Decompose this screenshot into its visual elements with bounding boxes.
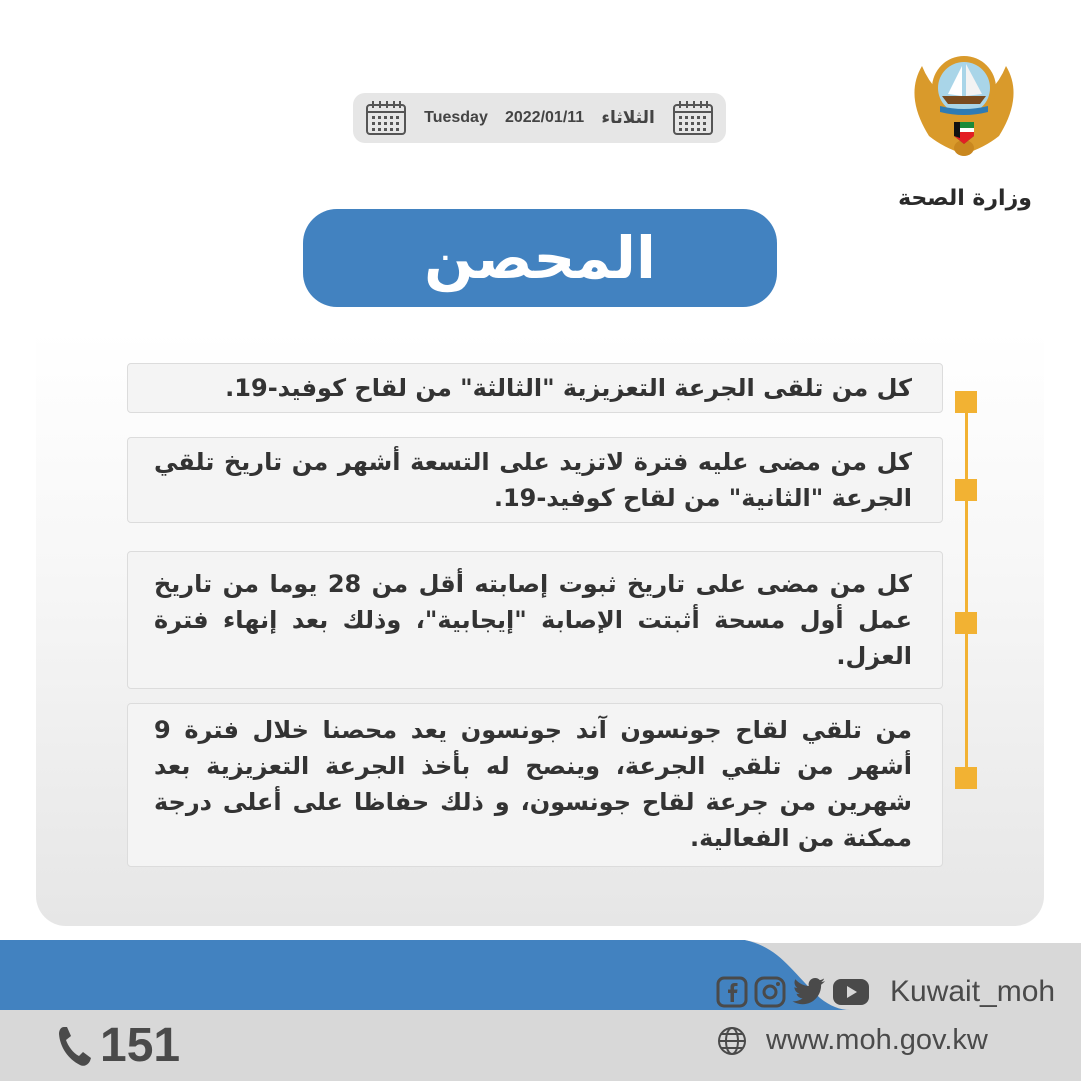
date-value: 2022/01/11	[504, 109, 585, 126]
timeline-marker	[955, 479, 977, 501]
day-english: Tuesday	[424, 109, 488, 126]
facebook-icon[interactable]	[716, 976, 748, 1008]
social-handle[interactable]: Kuwait_moh	[890, 975, 1056, 1008]
timeline-line	[965, 402, 968, 778]
page-title: المحصن	[424, 224, 656, 292]
item-text: كل من مضى على تاريخ ثبوت إصابته أقل من 28 يوما من تاريخ عمل أول مسحة أثبتت الإصابة "إيجابية"، وذلك بعد إنهاء فترة العزل.	[154, 570, 912, 670]
youtube-icon[interactable]	[832, 977, 870, 1007]
ministry-logo	[884, 36, 1044, 176]
ministry-name: وزارة الصحة	[898, 186, 1032, 211]
twitter-icon[interactable]	[792, 977, 826, 1007]
timeline-marker	[955, 767, 977, 789]
item-text: كل من مضى عليه فترة لاتزيد على التسعة أشهر من تاريخ تلقي الجرعة "الثانية" من لقاح كوفيد-19.	[154, 448, 912, 512]
list-item	[127, 437, 943, 523]
hotline[interactable]	[58, 1018, 180, 1073]
item-text: كل من تلقى الجرعة التعزيزية "الثالثة" من لقاح كوفيد-19.	[225, 374, 912, 402]
instagram-icon[interactable]	[754, 976, 786, 1008]
timeline-marker	[955, 391, 977, 413]
calendar-icon	[672, 100, 714, 136]
date-bar	[353, 93, 726, 143]
timeline-marker	[955, 612, 977, 634]
list-item	[127, 551, 943, 689]
calendar-icon	[365, 100, 407, 136]
list-item	[127, 363, 943, 413]
phone-icon	[58, 1025, 92, 1067]
list-item	[127, 703, 943, 867]
website-link[interactable]	[716, 1024, 988, 1057]
item-text: من تلقي لقاح جونسون آند جونسون يعد محصنا خلال فترة 9 أشهر من تلقي الجرعة، وينصح له بأخذ الجرعة التعزيزية بعد شهرين من جرعة لقاح جونسون، و ذلك حفاظا على أعلى درجة ممكنة من الفعالية.	[154, 716, 912, 852]
social-links	[716, 975, 1055, 1009]
website-url[interactable]: www.moh.gov.kw	[766, 1024, 988, 1056]
hotline-number: 151	[100, 1019, 181, 1072]
day-arabic: الثلاثاء	[601, 108, 655, 128]
globe-icon	[716, 1025, 748, 1057]
title-banner	[303, 209, 777, 307]
